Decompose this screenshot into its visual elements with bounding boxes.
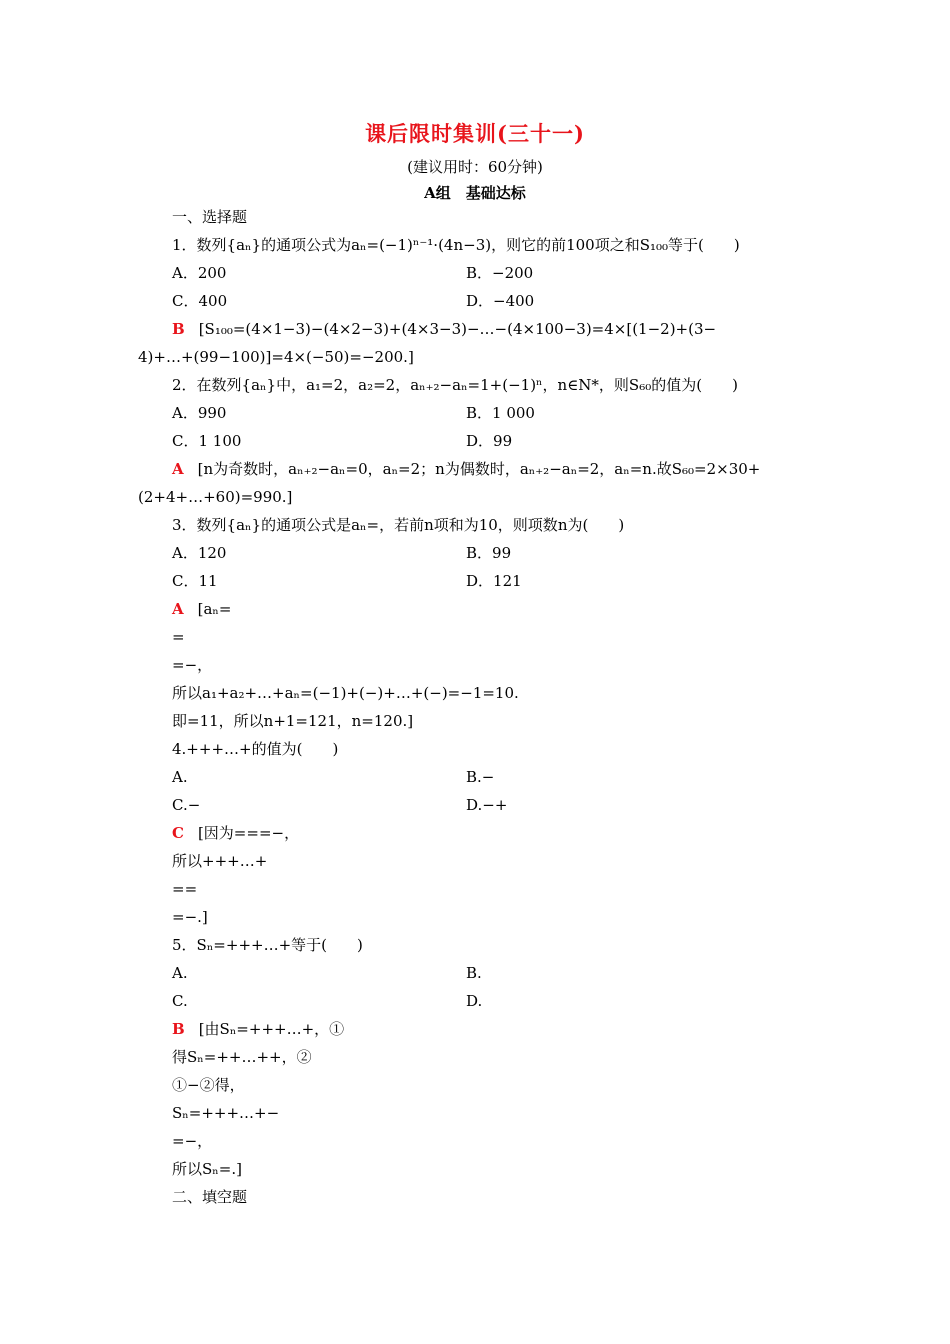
question-1-solution-line-2: 4)+…+(99−100)]=4×(−50)=−200.] [138, 348, 414, 366]
question-5-solution-line-1: [由Sₙ=+++…+，① [198, 1020, 345, 1038]
question-1-solution-line-1: [S₁₀₀=(4×1−3)−(4×2−3)+(4×3−3)−…−(4×100−3)=4×[(1−2)+(3− [198, 320, 717, 338]
question-4-option-a: A. [172, 768, 188, 786]
question-4-solution-line-4: =−.] [172, 908, 208, 926]
question-3-option-a: A．120 [172, 544, 227, 562]
question-2-solution-line-2: (2+4+…+60)=990.] [138, 488, 293, 506]
question-5-solution [172, 1018, 344, 1040]
question-4-solution-line-1: [因为===−， [197, 824, 300, 842]
question-2-option-b: B．1 000 [466, 404, 535, 422]
question-5-answer: B [172, 1020, 185, 1038]
question-5-solution-line-3: ①−②得， [172, 1076, 245, 1094]
question-3-option-c: C．11 [172, 572, 218, 590]
question-3-solution-line-3: =−， [172, 656, 213, 674]
question-2-answer: A [172, 460, 184, 478]
question-4-solution-line-2: 所以+++…+ [172, 852, 268, 870]
question-4-stem: 4.+++…+的值为( ) [172, 740, 339, 758]
question-3-solution-line-1: [aₙ= [197, 600, 232, 618]
question-2-stem: 2．在数列{aₙ}中，a₁=2，a₂=2，aₙ₊₂−aₙ=1+(−1)ⁿ，n∈N*，则S₆₀的值为( ) [172, 376, 738, 394]
time-suggestion: (建议用时：60分钟) [407, 158, 543, 176]
question-2-option-d: D．99 [466, 432, 513, 450]
question-3-answer: A [172, 600, 184, 618]
question-2-solution-line-1: [n为奇数时，aₙ₊₂−aₙ=0，aₙ=2；n为偶数时，aₙ₊₂−aₙ=2，aₙ=n.故S₆₀=2×30+ [197, 460, 761, 478]
question-4-option-d: D.−+ [466, 796, 508, 814]
question-2-option-a: A．990 [172, 404, 227, 422]
question-1-option-c: C．400 [172, 292, 228, 310]
question-5-solution-line-2: 得Sₙ=++…++，② [172, 1048, 312, 1066]
question-4-option-c: C.− [172, 796, 201, 814]
question-3-solution-line-2: = [172, 628, 185, 646]
question-5-solution-line-4: Sₙ=+++…+− [172, 1104, 280, 1122]
question-3-solution-line-5: 即=11，所以n+1=121，n=120.] [172, 712, 414, 730]
question-5-solution-line-5: =−， [172, 1132, 213, 1150]
question-1-option-a: A．200 [172, 264, 227, 282]
question-5-stem: 5．Sₙ=+++…+等于( ) [172, 936, 363, 954]
question-2-solution [172, 458, 760, 480]
question-5-option-b: B. [466, 964, 482, 982]
question-1-option-d: D．−400 [466, 292, 535, 310]
question-5-option-a: A. [172, 964, 188, 982]
question-1-option-b: B．−200 [466, 264, 534, 282]
question-3-solution [172, 598, 232, 620]
question-1-solution [172, 318, 716, 340]
question-4-option-b: B.− [466, 768, 495, 786]
question-1-stem: 1．数列{aₙ}的通项公式为aₙ=(−1)ⁿ⁻¹·(4n−3)，则它的前100项之和S₁₀₀等于( ) [172, 236, 740, 254]
question-3-option-b: B．99 [466, 544, 512, 562]
question-3-solution-line-4: 所以a₁+a₂+…+aₙ=(−1)+(−)+…+(−)=−1=10. [172, 684, 519, 702]
question-4-solution-line-3: == [172, 880, 198, 898]
section-heading-choice: 一、选择题 [172, 208, 248, 226]
question-3-option-d: D．121 [466, 572, 522, 590]
question-4-answer: C [172, 824, 184, 842]
question-1-answer: B [172, 320, 185, 338]
question-4-solution [172, 822, 299, 844]
section-heading-fill-in: 二、填空题 [172, 1188, 248, 1206]
question-2-option-c: C．1 100 [172, 432, 242, 450]
question-5-option-d: D. [466, 992, 483, 1010]
question-3-stem: 3．数列{aₙ}的通项公式是aₙ=，若前n项和为10，则项数n为( ) [172, 516, 625, 534]
question-5-option-c: C. [172, 992, 188, 1010]
question-5-solution-line-6: 所以Sₙ=.] [172, 1160, 242, 1178]
page-title: 课后限时集训(三十一) [365, 121, 585, 146]
group-heading: A组 基础达标 [424, 184, 526, 202]
